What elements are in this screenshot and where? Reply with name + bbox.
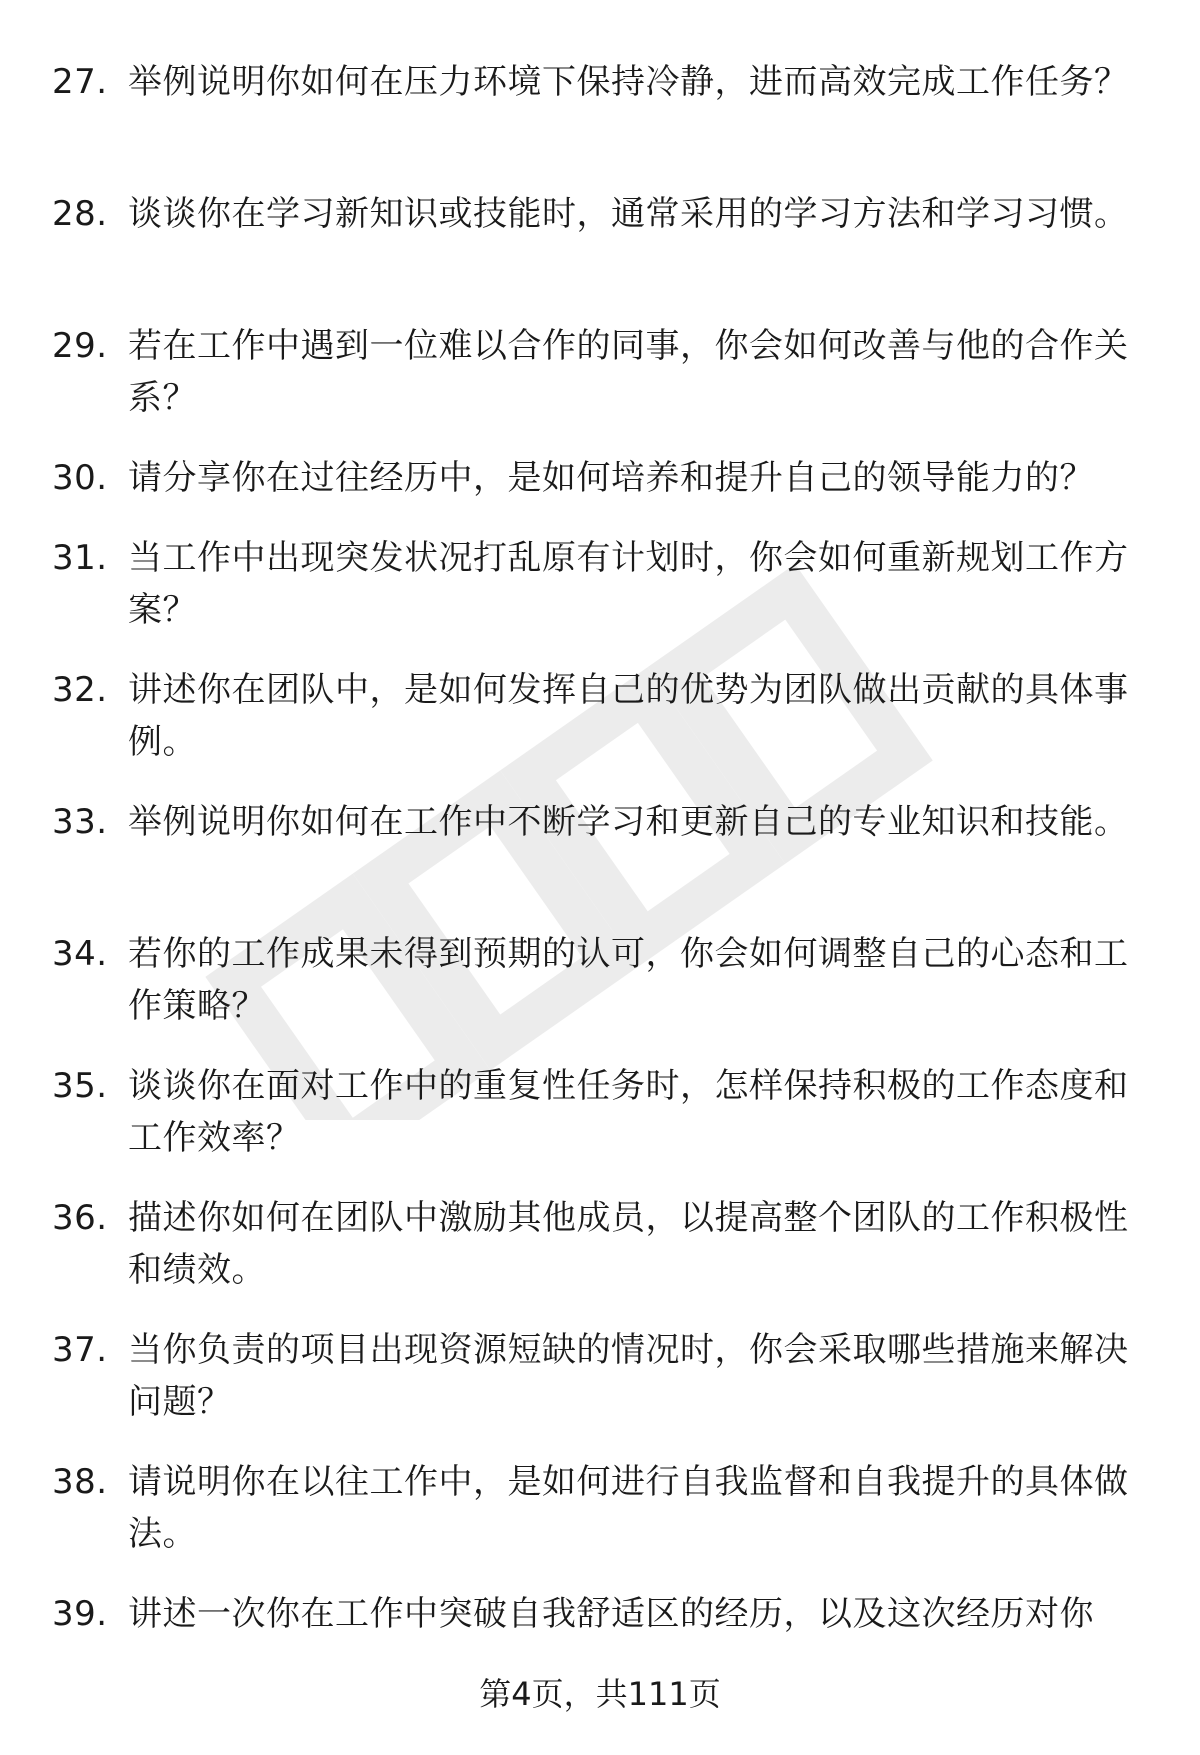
question-number: 29. <box>52 326 108 366</box>
question-text: 谈谈你在面对工作中的重复性任务时，怎样保持积极的工作态度和工作效率？ <box>128 1066 1129 1158</box>
page-footer: 第4页，共111页 <box>479 1675 721 1713</box>
question-item <box>0 532 1200 664</box>
question-number: 28. <box>52 194 108 234</box>
question-item <box>0 796 1200 928</box>
question-number: 39. <box>52 1594 108 1634</box>
question-item <box>0 1456 1200 1588</box>
question-item <box>0 188 1200 320</box>
question-list <box>0 56 1200 1648</box>
question-item <box>0 1192 1200 1324</box>
question-text: 讲述一次你在工作中突破自我舒适区的经历，以及这次经历对你 <box>128 1594 1094 1634</box>
question-text: 当你负责的项目出现资源短缺的情况时，你会采取哪些措施来解决问题？ <box>128 1330 1129 1422</box>
question-item <box>0 1324 1200 1456</box>
question-text: 若在工作中遇到一位难以合作的同事，你会如何改善与他的合作关系？ <box>128 326 1129 418</box>
question-number: 31. <box>52 538 108 578</box>
question-item <box>0 928 1200 1060</box>
question-number: 38. <box>52 1462 108 1502</box>
question-number: 34. <box>52 934 108 974</box>
question-text: 请说明你在以往工作中，是如何进行自我监督和自我提升的具体做法。 <box>128 1462 1129 1554</box>
question-number: 33. <box>52 802 108 842</box>
question-text: 讲述你在团队中，是如何发挥自己的优势为团队做出贡献的具体事例。 <box>128 670 1129 762</box>
question-text: 举例说明你如何在工作中不断学习和更新自己的专业知识和技能。 <box>128 802 1129 842</box>
question-item <box>0 320 1200 452</box>
question-item <box>0 452 1200 532</box>
question-text: 当工作中出现突发状况打乱原有计划时，你会如何重新规划工作方案？ <box>128 538 1129 630</box>
question-item <box>0 56 1200 188</box>
question-item <box>0 1060 1200 1192</box>
question-number: 32. <box>52 670 108 710</box>
question-number: 36. <box>52 1198 108 1238</box>
question-number: 37. <box>52 1330 108 1370</box>
question-text: 谈谈你在学习新知识或技能时，通常采用的学习方法和学习习惯。 <box>128 194 1129 234</box>
question-text: 请分享你在过往经历中，是如何培养和提升自己的领导能力的？ <box>128 458 1094 498</box>
question-number: 30. <box>52 458 108 498</box>
question-number: 27. <box>52 62 108 102</box>
question-text: 举例说明你如何在压力环境下保持冷静，进而高效完成工作任务？ <box>128 62 1129 102</box>
question-text: 若你的工作成果未得到预期的认可，你会如何调整自己的心态和工作策略？ <box>128 934 1129 1026</box>
question-item <box>0 1588 1200 1648</box>
question-number: 35. <box>52 1066 108 1106</box>
question-item <box>0 664 1200 796</box>
question-text: 描述你如何在团队中激励其他成员，以提高整个团队的工作积极性和绩效。 <box>128 1198 1129 1290</box>
